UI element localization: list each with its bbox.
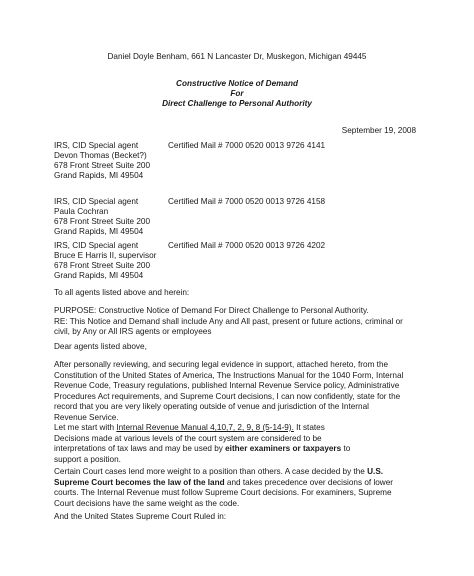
certified-mail-number: Certified Mail # 7000 0520 0013 9726 4158: [168, 197, 326, 206]
document-title-line-1: Constructive Notice of Demand: [176, 79, 298, 88]
body-text: It states: [293, 423, 325, 432]
recipient-line: IRS, CID Special agent: [54, 241, 139, 250]
recipient-line: 678 Front Street Suite 200: [54, 161, 151, 170]
recipient-line: Grand Rapids, MI 49504: [54, 227, 144, 236]
emphasis-text: U.S.: [367, 467, 384, 476]
emphasis-text: either examiners or taxpayers: [225, 444, 342, 454]
certified-mail-number: Certified Mail # 7000 0520 0013 9726 4202: [168, 241, 326, 250]
paragraph-court-cases: [54, 467, 422, 509]
body-text-line: [54, 444, 422, 455]
body-text-line: PURPOSE: Constructive Notice of Demand For Direct Challenge to Personal Authority.: [54, 306, 369, 315]
body-text-line: Procedures Act requirements, and Supreme Court decisions, I can now confidently, state for the: [54, 391, 401, 401]
body-text-line: civil, by Any or All IRS agents or employees: [54, 327, 212, 337]
recipient-line: Grand Rapids, MI 49504: [54, 271, 144, 280]
document-title-line-3: Direct Challenge to Personal Authority: [162, 99, 312, 108]
body-text-line: After personally reviewing, and securing legal evidence in support, attached hereto, from the: [54, 360, 389, 369]
emphasis-text: Supreme Court becomes the law of the land: [54, 477, 225, 487]
body-text-line: record that you are very likely operating outside of venue and jurisdiction of the Internal: [54, 402, 369, 412]
recipient-line: Grand Rapids, MI 49504: [54, 171, 144, 180]
letter-date: September 19, 2008: [341, 126, 416, 135]
document-title-line-2: For: [230, 89, 244, 98]
closing-line: And the United States Supreme Court Ruled in:: [54, 512, 227, 521]
recipient-line: 678 Front Street Suite 200: [54, 261, 151, 270]
body-text-line: Court decisions have the same weight as the code.: [54, 498, 240, 508]
body-text: Certain Court cases lend more weight to a position than others. A case decided by the: [54, 467, 368, 476]
body-text: Let me start with: [54, 423, 117, 432]
recipient-line: 678 Front Street Suite 200: [54, 217, 151, 226]
body-text-line: Revenue Code, Treasury regulations, published Internal Revenue Service policy, Administrative: [54, 381, 400, 391]
recipient-line: Paula Cochran: [54, 207, 109, 216]
irm-reference-link[interactable]: Internal Revenue Manual 4,10,7, 2, 9, 8 (5-14-9).: [116, 423, 294, 432]
body-text-line: Constitution of the United States of America, The Instructions Manual for the 1040 Form, Internal: [54, 370, 404, 380]
paragraph-irm: [54, 423, 422, 465]
body-text-line: Revenue Service.: [54, 412, 119, 422]
sender-address: Daniel Doyle Benham, 661 N Lancaster Dr, Muskegon, Michigan 49445: [107, 52, 367, 61]
to-all-agents-line: To all agents listed above and herein:: [54, 288, 190, 297]
purpose-paragraph: [54, 306, 422, 338]
body-text-line: [54, 467, 422, 478]
body-text: to: [341, 444, 351, 454]
recipient-line: Devon Thomas (Becket?): [54, 151, 147, 160]
recipient-line: IRS, CID Special agent: [54, 197, 139, 206]
body-text-line: courts. The Internal Revenue must follow Supreme Court decisions. For examiners, Supreme: [54, 488, 392, 498]
body-text: interpretations of tax laws and may be used by: [54, 444, 226, 454]
body-text-line: Decisions made at various levels of the court system are considered to be: [54, 433, 322, 443]
body-text-line: [54, 423, 422, 434]
salutation: Dear agents listed above,: [54, 342, 147, 351]
paragraph-review: [54, 360, 422, 424]
certified-mail-number: Certified Mail # 7000 0520 0013 9726 4141: [168, 141, 326, 150]
recipient-line: Bruce E Harris II, supervisor: [54, 251, 157, 260]
body-text-line: [54, 478, 422, 489]
body-text-line: RE: This Notice and Demand shall include Any and All past, present or future actions, criminal or: [54, 316, 403, 326]
recipient-line: IRS, CID Special agent: [54, 141, 139, 150]
body-text: and takes precedence over decisions of lower: [224, 477, 394, 487]
body-text-line: support a position.: [54, 454, 121, 464]
